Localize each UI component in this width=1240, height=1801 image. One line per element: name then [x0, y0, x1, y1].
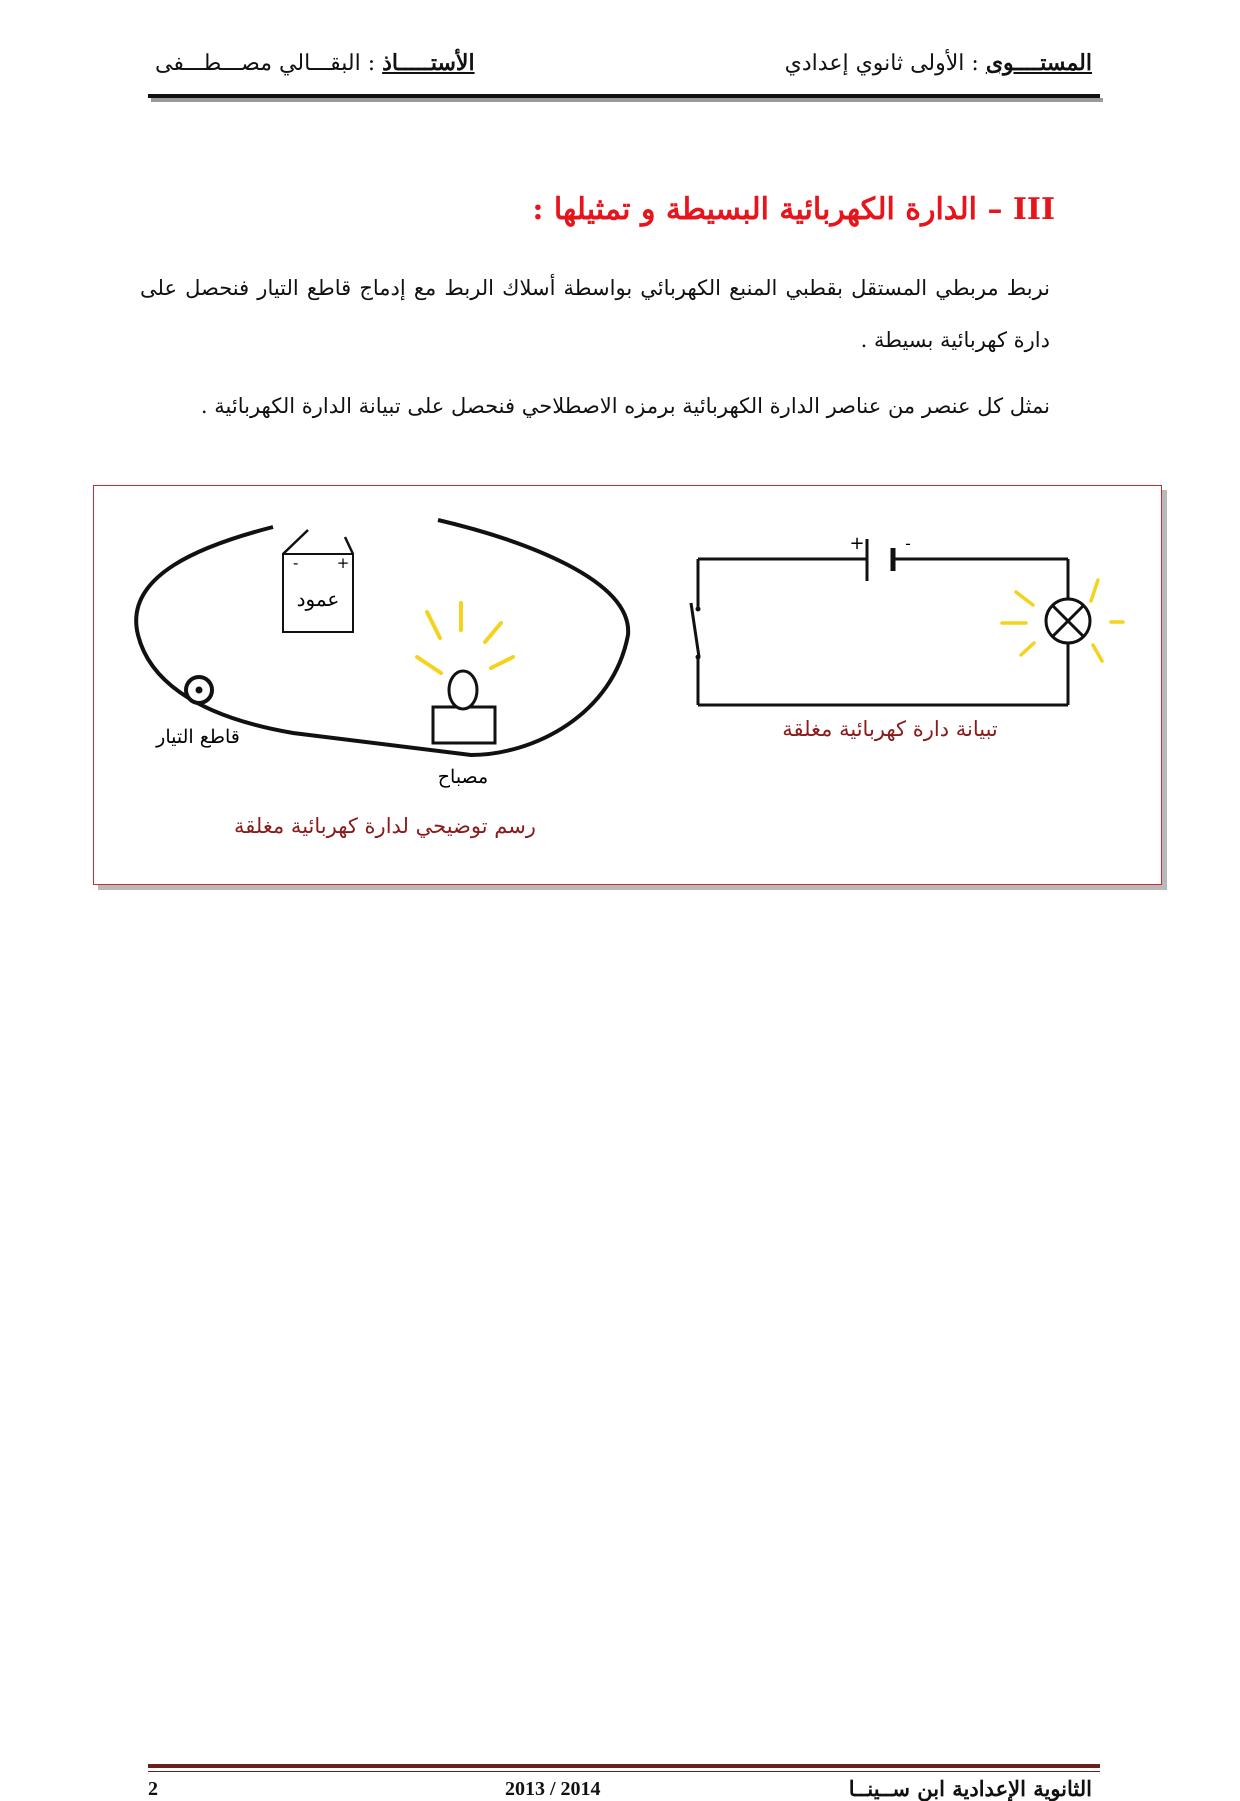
right-figure-caption: تبيانة دارة كهربائية مغلقة — [782, 717, 998, 741]
switch-contact-top — [696, 607, 701, 612]
school-name: الثانوية الإعدادية ابن ســينــا — [848, 1776, 1092, 1801]
header-level — [785, 50, 1092, 76]
level-key: المستــــوى — [985, 50, 1092, 76]
battery-terminals — [283, 530, 353, 554]
battery-minus-label: - — [293, 554, 299, 572]
paragraph-1: نربط مربطي المستقل بقطبي المنبع الكهربائي بواسطة أسلاك الربط مع إدماج قاطع التيار فنحصل على دارة كهربائية بسيطة . — [140, 276, 1050, 352]
circuit-figure — [93, 485, 1163, 885]
circuit-schematic — [691, 533, 1123, 742]
wire-loop — [136, 520, 628, 755]
footer-rule-thin — [148, 1771, 1100, 1772]
lamp-glow — [417, 603, 513, 673]
lamp-bulb — [449, 671, 477, 709]
section-title: III – الدارة الكهربائية البسيطة و تمثيلها : — [532, 192, 1055, 227]
battery-plus-label: + — [336, 554, 350, 572]
schematic-plus: + — [849, 533, 865, 554]
footer-rule-thick — [148, 1764, 1100, 1768]
left-figure-caption: رسم توضيحي لدارة كهربائية مغلقة — [234, 814, 536, 838]
teacher-key: الأستـــــاذ — [382, 50, 475, 76]
page-number: 2 — [148, 1778, 158, 1800]
paragraph-2: نمثل كل عنصر من عناصر الدارة الكهربائية برمزه الاصطلاحي فنحصل على تبيانة الدارة الكهربائية . — [200, 394, 1050, 418]
battery-label: عمود — [296, 587, 340, 611]
illustrative-circuit — [136, 520, 628, 839]
teacher-value: : البقـــالي مصـــطـــفى — [155, 51, 383, 76]
header-divider — [148, 94, 1100, 98]
switch-center — [196, 687, 203, 694]
lamp-label: مصباح — [437, 766, 489, 788]
header-teacher — [155, 50, 475, 76]
switch-label: قاطع التيار — [156, 726, 240, 748]
level-value: : الأولى ثانوي إعدادي — [784, 51, 986, 76]
lamp-base — [433, 707, 495, 743]
school-year: 2013 / 2014 — [505, 1778, 601, 1800]
schematic-minus: - — [905, 534, 911, 553]
